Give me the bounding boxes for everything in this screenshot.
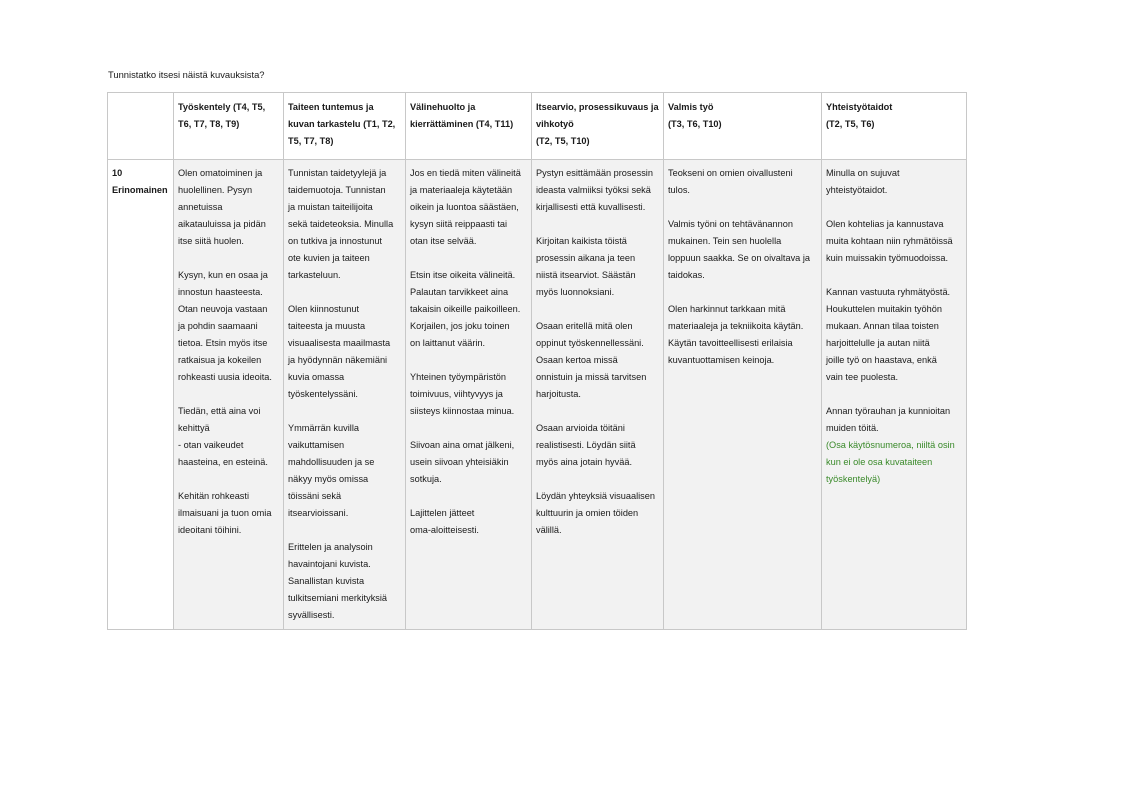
cell-line: oma-aloitteisesti. [410, 525, 479, 535]
cell-line [826, 199, 962, 216]
cell-line: myös aina jotain hyvää. [536, 457, 633, 467]
cell-line [410, 488, 527, 505]
cell-line: huolellinen. Pysyn [178, 185, 253, 195]
cell-line: ideoitani töihini. [178, 525, 242, 535]
cell-cooperation-text [826, 165, 962, 437]
cell-line: Osaan arvioida töitäni [536, 423, 625, 433]
cell-line [536, 471, 659, 488]
cell-line: taidemuotoja. Tunnistan [288, 185, 386, 195]
cell-line: välillä. [536, 525, 562, 535]
cell-line: ote kuvien ja taiteen [288, 253, 370, 263]
cell-line: Kehitän rohkeasti [178, 491, 249, 501]
cell-line: loppuun saakka. Se on oivaltava ja [668, 253, 810, 263]
cell-line: niistä itsearviot. Säästän [536, 270, 636, 280]
cell-line: Pystyn esittämään prosessin [536, 168, 653, 178]
cell-line [410, 250, 527, 267]
cell-line [668, 284, 817, 301]
cell-line: oppinut työskennellessäni. [536, 338, 644, 348]
cell-line: Minulla on sujuvat [826, 168, 900, 178]
cell-line: kuvia omassa [288, 372, 345, 382]
cell-line: Olen omatoiminen ja [178, 168, 263, 178]
cell-line: realistisesti. Löydän siitä [536, 440, 636, 450]
cell-line: Yhteinen työympäristön [410, 372, 507, 382]
cell-line: Houkuttelen muitakin työhön [826, 304, 942, 314]
cell-line: muita kohtaan niin ryhmätöissä [826, 236, 953, 246]
cell-tool-care [406, 160, 532, 630]
cell-line: usein siivoan yhteisiäkin [410, 457, 509, 467]
cell-line: kuin muissakin työmuodoissa. [826, 253, 949, 263]
cell-line: ja materiaaleja käytetään [410, 185, 513, 195]
cell-line: oikein ja luontoa säästäen, [410, 202, 519, 212]
header-cell-art-knowledge: Taiteen tuntemus ja kuvan tarkastelu (T1, T2, T5, T7, T8) [284, 93, 406, 160]
cell-finished-work [664, 160, 822, 630]
cell-line: otan itse selvää. [410, 236, 477, 246]
cell-line: ja pohdin saamaani [178, 321, 258, 331]
cell-line [668, 199, 817, 216]
cell-line: vaikuttamisen [288, 440, 345, 450]
cell-line: tulkitsemiani merkityksiä [288, 593, 388, 603]
cell-line: haasteina, en esteinä. [178, 457, 268, 467]
header-cell-finished-work: Valmis työ (T3, T6, T10) [664, 93, 822, 160]
cell-line: Tiedän, että aina voi [178, 406, 261, 416]
cell-line: Kysyn, kun en osaa ja [178, 270, 268, 280]
cell-line [536, 301, 659, 318]
cell-line: tietoa. Etsin myös itse [178, 338, 268, 348]
cell-line: on laittanut väärin. [410, 338, 486, 348]
cell-line: Ymmärrän kuvilla [288, 423, 359, 433]
cell-line: joille työ on haastava, enkä [826, 355, 937, 365]
cell-line: Valmis työni on tehtävänannon [668, 219, 793, 229]
cell-self-assessment [532, 160, 664, 630]
cell-line: Olen kiinnostunut [288, 304, 359, 314]
cell-line: Kannan vastuuta ryhmätyöstä. [826, 287, 951, 297]
cell-line: Tunnistan taidetyylejä ja [288, 168, 387, 178]
cell-line: rohkeasti uusia ideoita. [178, 372, 272, 382]
cell-line: kuvantuottamisen keinoja. [668, 355, 775, 365]
cell-line: vain tee puolesta. [826, 372, 899, 382]
cell-line: ideasta valmiiksi työksi sekä [536, 185, 651, 195]
cell-line: Osaan kertoa missä [536, 355, 618, 365]
header-cell-cooperation: Yhteistyötaidot (T2, T5, T6) [822, 93, 967, 160]
table-row [108, 160, 967, 630]
cell-line: Jos en tiedä miten välineitä [410, 168, 521, 178]
cell-line [536, 403, 659, 420]
cell-line: töissäni sekä [288, 491, 342, 501]
cell-work [174, 160, 284, 630]
cell-line: harjoitusta. [536, 389, 581, 399]
cell-line: Siivoan aina omat jälkeni, [410, 440, 515, 450]
cell-line: Erittelen ja analysoin [288, 542, 373, 552]
cell-line: kirjallisesti että kuvallisesti. [536, 202, 646, 212]
cell-line: Olen kohtelias ja kannustava [826, 219, 944, 229]
page-intro: Tunnistatko itsesi näistä kuvauksista? [108, 69, 265, 80]
cell-line: - otan vaikeudet [178, 440, 244, 450]
cell-line: prosessin aikana ja teen [536, 253, 636, 263]
cell-line [410, 352, 527, 369]
cell-line: onnistuin ja missä tarvitsen [536, 372, 647, 382]
cell-line [536, 216, 659, 233]
cell-line [410, 420, 527, 437]
cell-line: mukaan. Annan tilaa toisten [826, 321, 939, 331]
cell-line: sotkuja. [410, 474, 442, 484]
cell-line: syvällisesti. [288, 610, 335, 620]
cell-line: mukainen. Tein sen huolella [668, 236, 782, 246]
cell-line: Olen harkinnut tarkkaan mitä [668, 304, 786, 314]
cell-line [178, 386, 279, 403]
cell-line: kehittyä [178, 423, 210, 433]
cell-line: yhteistyötaidot. [826, 185, 888, 195]
cell-line: ja hyödynnän näkemiäni [288, 355, 388, 365]
cooperation-note: (Osa käytösnumeroa, niiltä osin kun ei ole osa kuvataiteen työskentelyä) [826, 440, 955, 484]
cell-line: materiaaleja ja tekniikoita käytän. [668, 321, 804, 331]
cell-line: myös luonnoksiani. [536, 287, 615, 297]
cell-line [178, 250, 279, 267]
cell-line: kysyn siitä reippaasti tai [410, 219, 508, 229]
cell-line: takaisin oikeille paikoilleen. [410, 304, 521, 314]
cell-line: ratkaisua ja kokeilen [178, 355, 262, 365]
cell-line [826, 267, 962, 284]
cell-line: harjoittelulle ja autan niitä [826, 338, 930, 348]
cell-line: Osaan eritellä mitä olen [536, 321, 633, 331]
cell-cooperation [822, 160, 967, 630]
cell-line: Otan neuvoja vastaan [178, 304, 268, 314]
cell-line: Kirjoitan kaikista töistä [536, 236, 627, 246]
cell-line: muiden töitä. [826, 423, 879, 433]
cell-line: ja muistan taiteilijoita [288, 202, 373, 212]
header-cell-work: Työskentely (T4, T5, T6, T7, T8, T9) [174, 93, 284, 160]
cell-line: Käytän tavoitteellisesti erilaisia [668, 338, 793, 348]
cell-line: Annan työrauhan ja kunnioitan [826, 406, 951, 416]
cell-line: tarkasteluun. [288, 270, 341, 280]
cell-line: ilmaisuani ja tuon omia [178, 508, 272, 518]
cell-line: mahdollisuuden ja se [288, 457, 375, 467]
cell-line [288, 522, 401, 539]
cell-line: kulttuurin ja omien töiden [536, 508, 639, 518]
cell-line: annetuissa [178, 202, 223, 212]
cell-line: sekä taideteoksia. Minulla [288, 219, 394, 229]
cell-line: itse siitä huolen. [178, 236, 244, 246]
cell-line [288, 403, 401, 420]
cell-line: työskentelyssäni. [288, 389, 358, 399]
cell-art-knowledge [284, 160, 406, 630]
cell-line [178, 471, 279, 488]
cell-line: siisteys kiinnostaa minua. [410, 406, 515, 416]
cell-line: toimivuus, viihtyvyys ja [410, 389, 503, 399]
table-header-row [108, 93, 967, 160]
cell-line: itsearvioissani. [288, 508, 349, 518]
cell-line: innostun haasteesta. [178, 287, 263, 297]
assessment-table [107, 92, 967, 630]
cell-line: visuaalisesta maailmasta [288, 338, 391, 348]
header-cell-self-assessment: Itsearvio, prosessikuvaus ja vihkotyö (T2, T5, T10) [532, 93, 664, 160]
grade-label-cell: 10 Erinomainen [108, 160, 174, 630]
cell-line: Korjailen, jos joku toinen [410, 321, 510, 331]
cell-line: on tutkiva ja innostunut [288, 236, 382, 246]
cell-line: Palautan tarvikkeet aina [410, 287, 509, 297]
cell-line [288, 284, 401, 301]
cell-line: aikatauluissa ja pidän [178, 219, 266, 229]
cell-line: Etsin itse oikeita välineitä. [410, 270, 516, 280]
header-cell-empty [108, 93, 174, 160]
cell-line [826, 386, 962, 403]
header-cell-tool-care: Välinehuolto ja kierrättäminen (T4, T11) [406, 93, 532, 160]
cell-line: Löydän yhteyksiä visuaalisen [536, 491, 655, 501]
cell-line: Lajittelen jätteet [410, 508, 475, 518]
cell-line: tulos. [668, 185, 690, 195]
cell-line: taidokas. [668, 270, 705, 280]
cell-line: Teokseni on omien oivallusteni [668, 168, 793, 178]
cell-line: taiteesta ja muusta [288, 321, 366, 331]
cell-line: Sanallistan kuvista [288, 576, 365, 586]
cell-line: näkyy myös omissa [288, 474, 369, 484]
cell-line: havaintojani kuvista. [288, 559, 371, 569]
